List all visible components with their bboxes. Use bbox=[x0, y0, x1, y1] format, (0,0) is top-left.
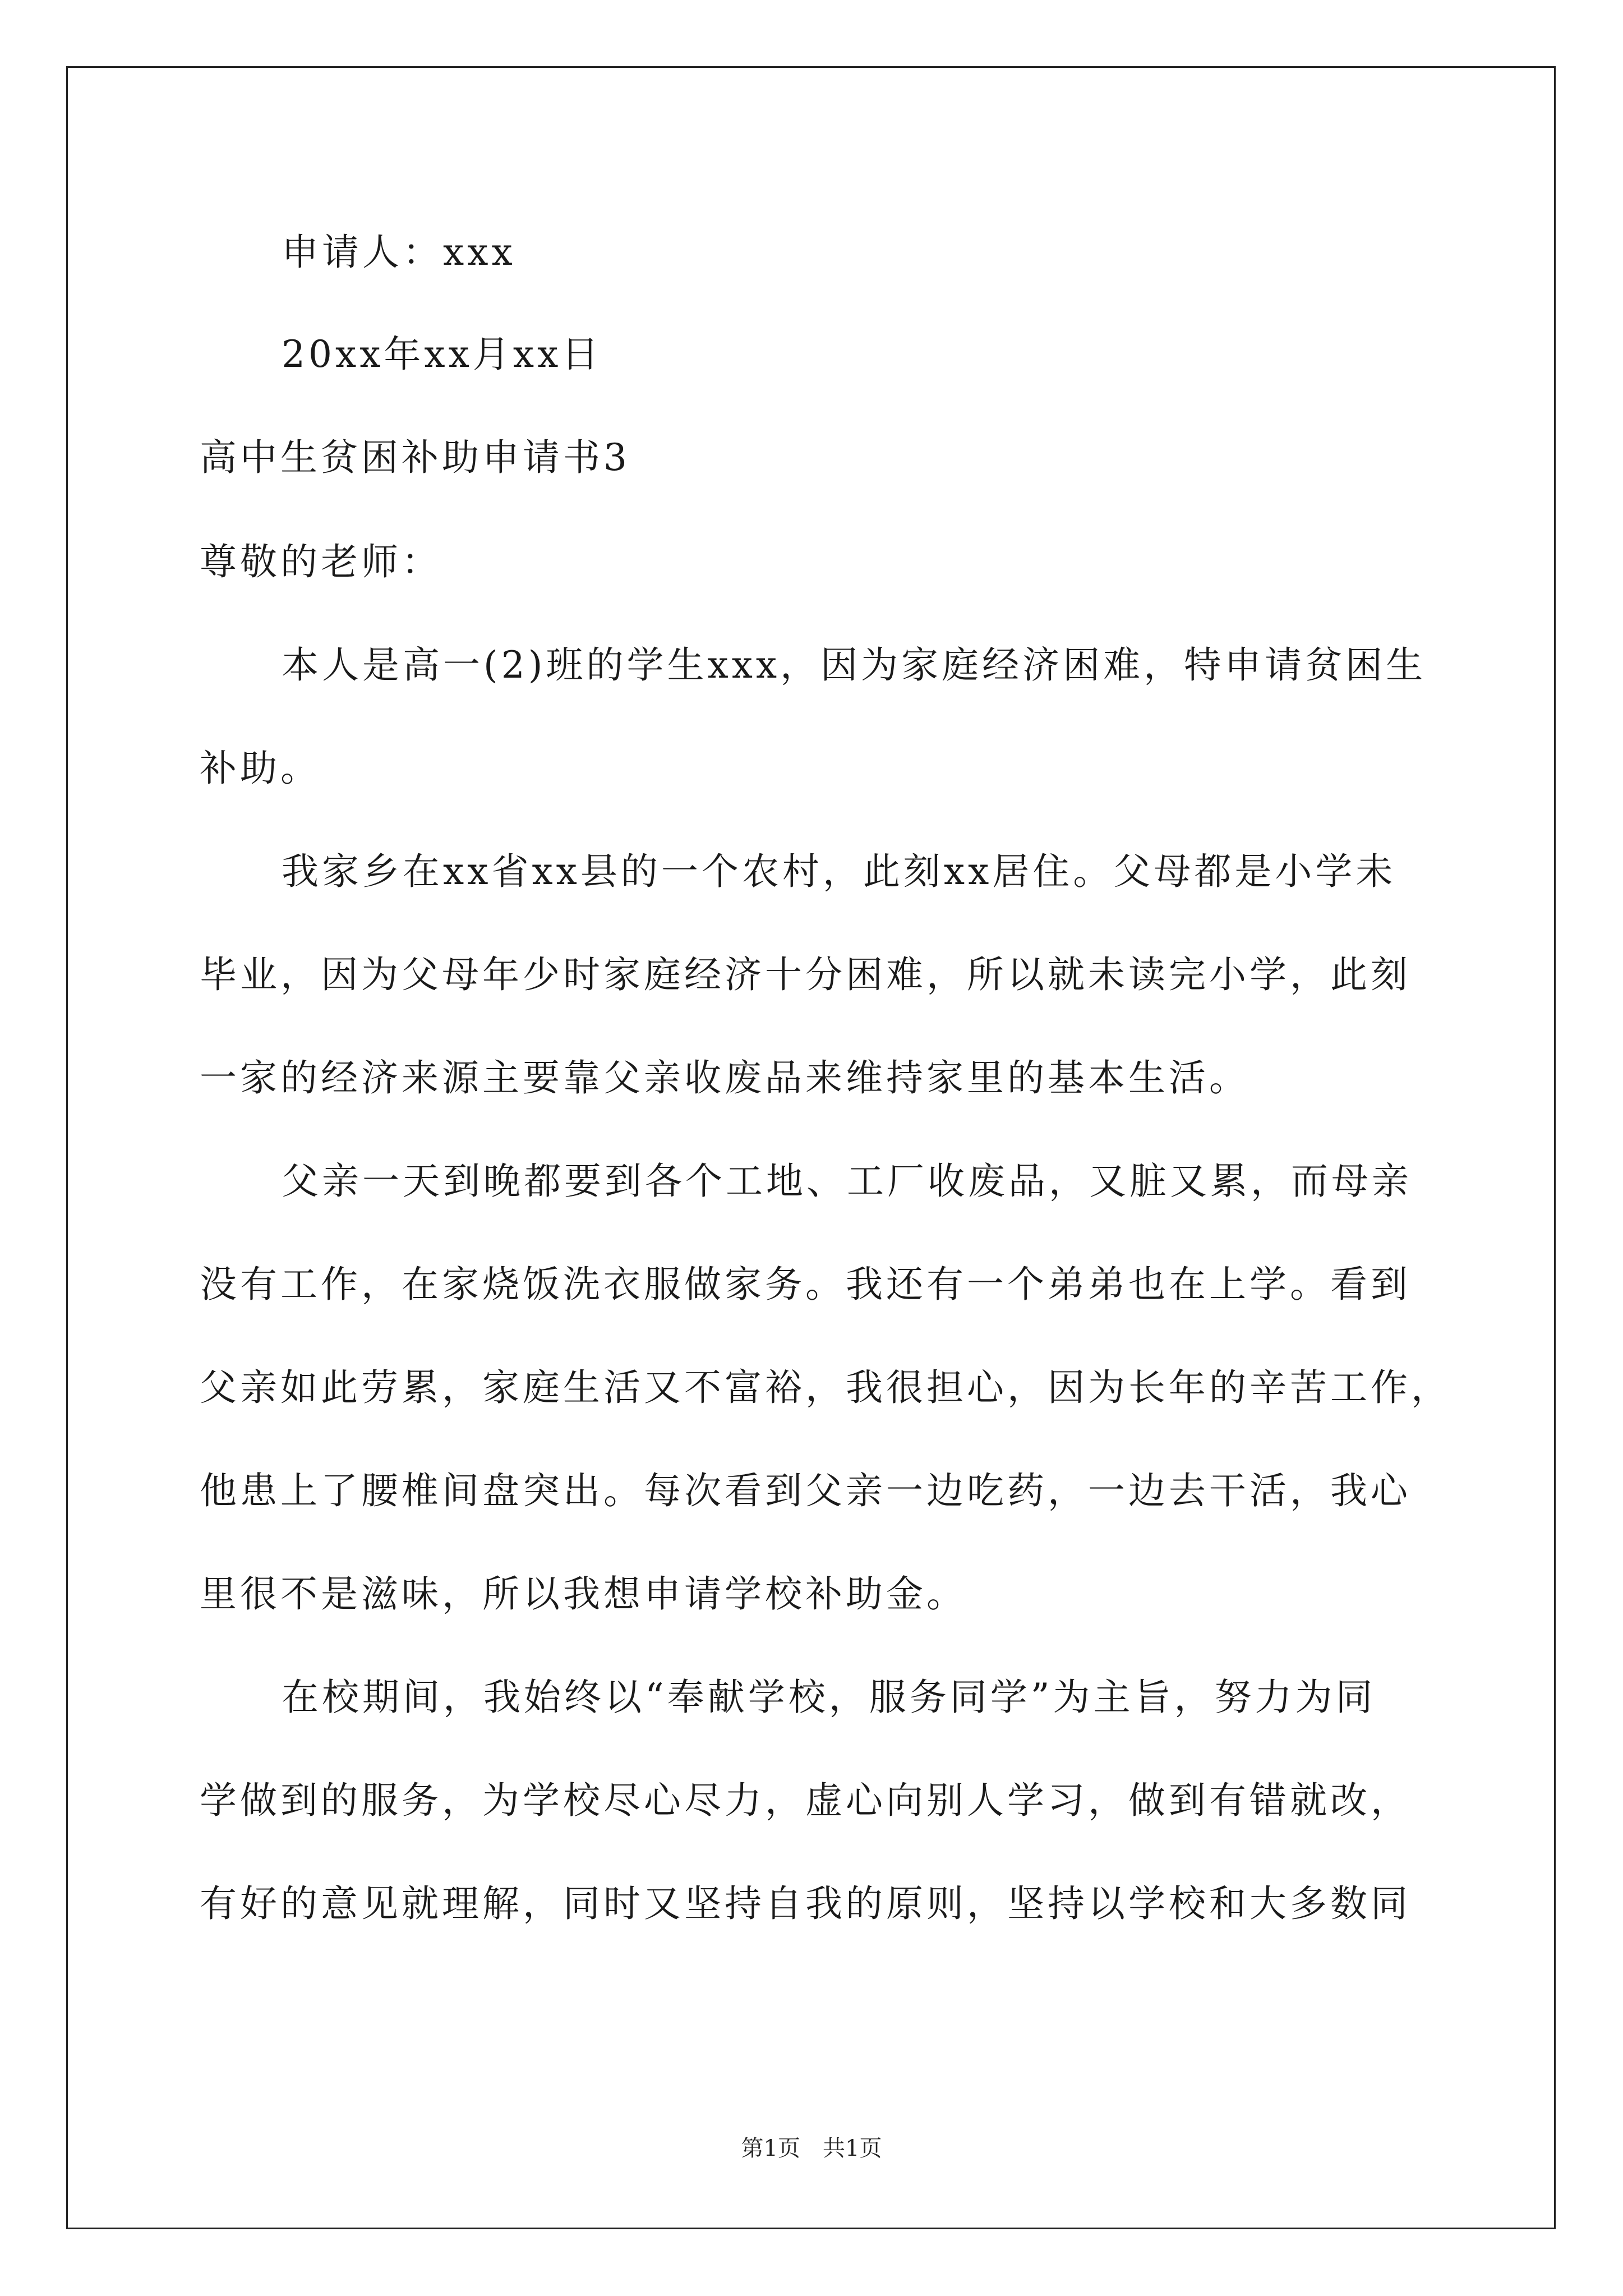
paragraph-line: 父亲一天到晚都要到各个工地、工厂收废品，又脏又累，而母亲 bbox=[282, 1159, 1412, 1203]
paragraph-line: 本人是高一(2)班的学生xxx，因为家庭经济困难，特申请贫困生 bbox=[282, 643, 1427, 687]
paragraph-line: 补助。 bbox=[200, 747, 321, 790]
document-title: 高中生贫困补助申请书3 bbox=[200, 436, 630, 479]
paragraph-line: 我家乡在xx省xx县的一个农村，此刻xx居住。父母都是小学未 bbox=[282, 850, 1396, 893]
paragraph-line: 有好的意见就理解，同时又坚持自我的原则，坚持以学校和大多数同 bbox=[200, 1882, 1411, 1925]
paragraph-line: 里很不是滋味，所以我想申请学校补助金。 bbox=[200, 1572, 967, 1616]
paragraph-line: 学做到的服务，为学校尽心尽力，虚心向别人学习，做到有错就改， bbox=[200, 1779, 1411, 1822]
paragraph-line: 在校期间，我始终以“奉献学校，服务同学”为主旨，努力为同 bbox=[282, 1676, 1376, 1719]
applicant-line: 申请人：xxx bbox=[282, 231, 516, 274]
salutation: 尊敬的老师： bbox=[200, 540, 442, 583]
paragraph-line: 毕业，因为父母年少时家庭经济十分困难，所以就未读完小学，此刻 bbox=[200, 953, 1411, 996]
paragraph-line: 没有工作，在家烧饭洗衣服做家务。我还有一个弟弟也在上学。看到 bbox=[200, 1263, 1411, 1306]
page-footer: 第1页 共1页 bbox=[741, 2136, 882, 2161]
paragraph-line: 一家的经济来源主要靠父亲收废品来维持家里的基本生活。 bbox=[200, 1056, 1249, 1099]
paragraph-line: 他患上了腰椎间盘突出。每次看到父亲一边吃药，一边去干活，我心 bbox=[200, 1469, 1411, 1512]
paragraph-line: 父亲如此劳累，家庭生活又不富裕，我很担心，因为长年的辛苦工作， bbox=[200, 1366, 1451, 1409]
date-line: 20xx年xx月xx日 bbox=[282, 333, 602, 376]
